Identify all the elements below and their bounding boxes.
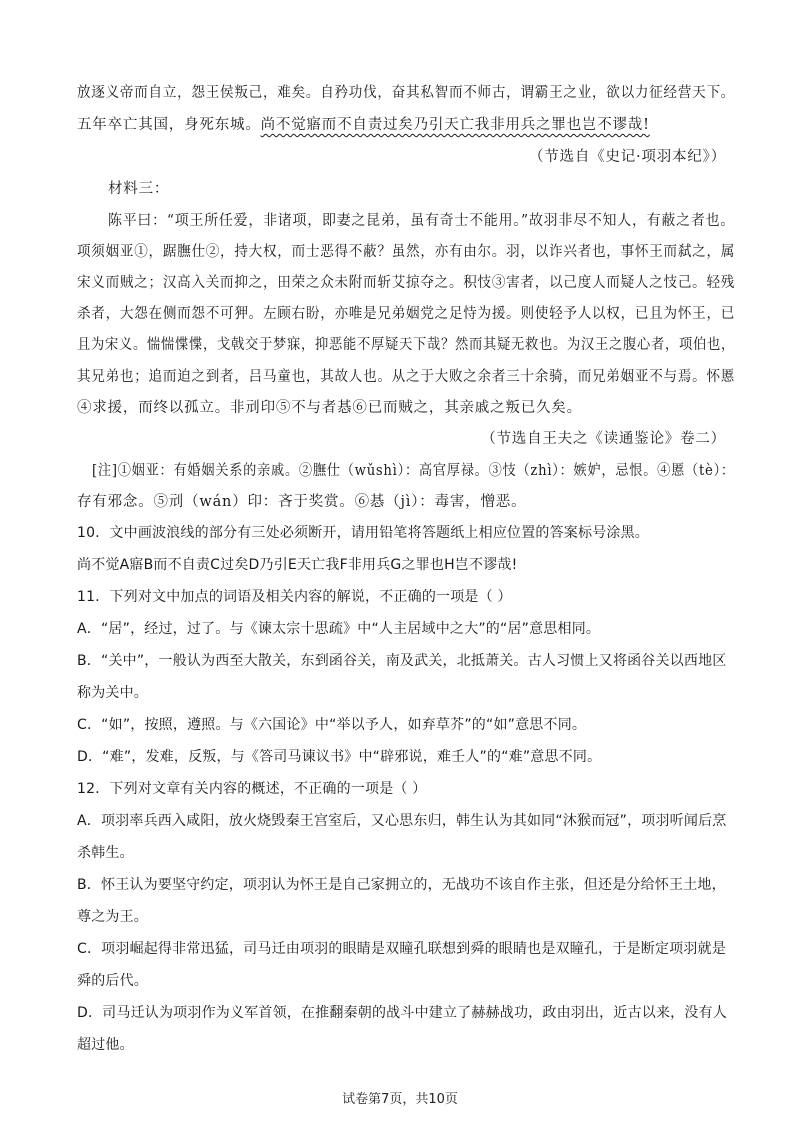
material-line: 其兄弟也；追而迫之到者，吕马童也，其故人也。从之于大败之余者三十余骑，而兄弟姻亚不与焉。怀慝 [77, 369, 736, 385]
question-10-stem: 10．文中画波浪线的部分有三处必须断开，请用铅笔将答题纸上相应位置的答案标号涂黑。 [77, 525, 650, 541]
material-line: ④求援，而终以孤立。非刓印⑤不与者惎⑥已而贼之，其亲戚之叛已久矣。 [77, 400, 582, 416]
material-line: 宋义而贼之；汉高入关而抑之，田荣之众未附而斩艾掠夺之。积忮③害者，以己度人而疑人之忮己。轻残 [77, 275, 736, 291]
question-11-option-b-cont: 称为关中。 [77, 685, 148, 701]
question-11-option-c: C．“如”，按照，遵照。与《六国论》中“举以予人，如弃草芥”的“如”意思不同。 [77, 717, 587, 733]
material-line: 项须姻亚①，踞膴仕②，持大权，而士恶得不蔽？虽然，亦有由尔。羽，以诈兴者也，事怀王而弑之，属 [77, 244, 736, 260]
question-12-option-b-cont: 尊之为王。 [77, 909, 148, 925]
question-12-option-a: A．项羽率兵西入咸阳，放火烧毁秦王宫室后，又心思东归，韩生认为其如同“沐猴而冠”，项羽听闻后烹 [77, 813, 727, 829]
question-11-option-b: B．“关中”，一般认为西至大散关，东到函谷关，南及武关，北抵萧关。古人习惯上又将函谷关以西地区 [77, 653, 727, 669]
wavy-underlined-text: 尚不觉寤而不自责过矣乃引天亡我非用兵之罪也岂不谬哉! [260, 117, 650, 133]
material-heading: 材料三： [108, 181, 170, 197]
question-11-option-d: D．“难”，发难，反叛，与《答司马谏议书》中“辟邪说，难壬人”的“难”意思不同。 [77, 749, 602, 765]
annotation-line: [注]①姻亚：有婚姻关系的亲戚。②膴仕（wǔshì）：高官厚禄。③忮（zhì）：嫉妒，忌恨。④慝（tè）： [92, 463, 735, 479]
annotation-line: 存有邪念。⑤刓（wán）印：吝于奖赏。⑥惎（jì）：毒害，憎恶。 [77, 494, 527, 510]
question-12-option-b: B．怀王认为要坚守约定，项羽认为怀王是自己家拥立的，无战功不该自作主张，但还是分给怀王土地， [77, 877, 726, 893]
question-12-option-a-cont: 杀韩生。 [77, 845, 134, 861]
question-12-option-c-cont: 舜的后代。 [77, 973, 148, 989]
passage-source: （节选自《史记·项羽本纪》） [528, 149, 726, 165]
question-11-option-a: A．“居”，经过，过了。与《谏太宗十思疏》中“人主居域中之大”的“居”意思相同。 [77, 621, 601, 637]
passage-line: 放逐义帝而自立，怨王侯叛己，难矣。自矜功伐，奋其私智而不师古，谓霸王之业，欲以力征经营天下。 [77, 85, 736, 101]
material-source: （节选自王夫之《读通鉴论》卷二） [481, 431, 726, 447]
question-11-stem: 11．下列对文中加点的词语及相关内容的解说，不正确的一项是（ ） [77, 589, 512, 605]
question-12-option-d: D．司马迁认为项羽作为义军首领，在推翻秦朝的战斗中建立了赫赫战功，政由羽出，近古以来，没有人 [77, 1005, 727, 1021]
question-12-stem: 12．下列对文章有关内容的概述，不正确的一项是（ ） [77, 781, 427, 797]
passage-line [77, 114, 800, 136]
material-line: 陈平曰：“项王所任爱，非诸项，即妻之昆弟，虽有奇士不能用。”故羽非尽不知人，有蔽之者也。 [108, 213, 736, 229]
question-10-options: 尚不觉A寤B而不自责C过矣D乃引E天亡我F非用兵G之罪也H岂不谬哉! [77, 557, 518, 573]
question-12-option-c: C．项羽崛起得非常迅猛，司马迁由项羽的眼睛是双瞳孔联想到舜的眼睛也是双瞳孔，于是断定项羽就是 [77, 941, 726, 957]
question-12-option-d-cont: 超过他。 [77, 1037, 134, 1053]
page-footer: 试卷第7页，共10页 [342, 1092, 458, 1107]
material-line: 杀者，大怨在侧而怨不可狎。左顾右盼，亦唯是兄弟姻党之足恃为援。则使轻予人以权，已且为怀王，已 [77, 306, 736, 322]
passage-text: 五年卒亡其国，身死东城。 [77, 117, 261, 133]
material-line: 且为宋义。惴惴惵惵，戈戟交于梦寐，抑恶能不厚疑天下哉？然而其疑无救也。为汉王之腹心者，项伯也， [77, 337, 735, 353]
